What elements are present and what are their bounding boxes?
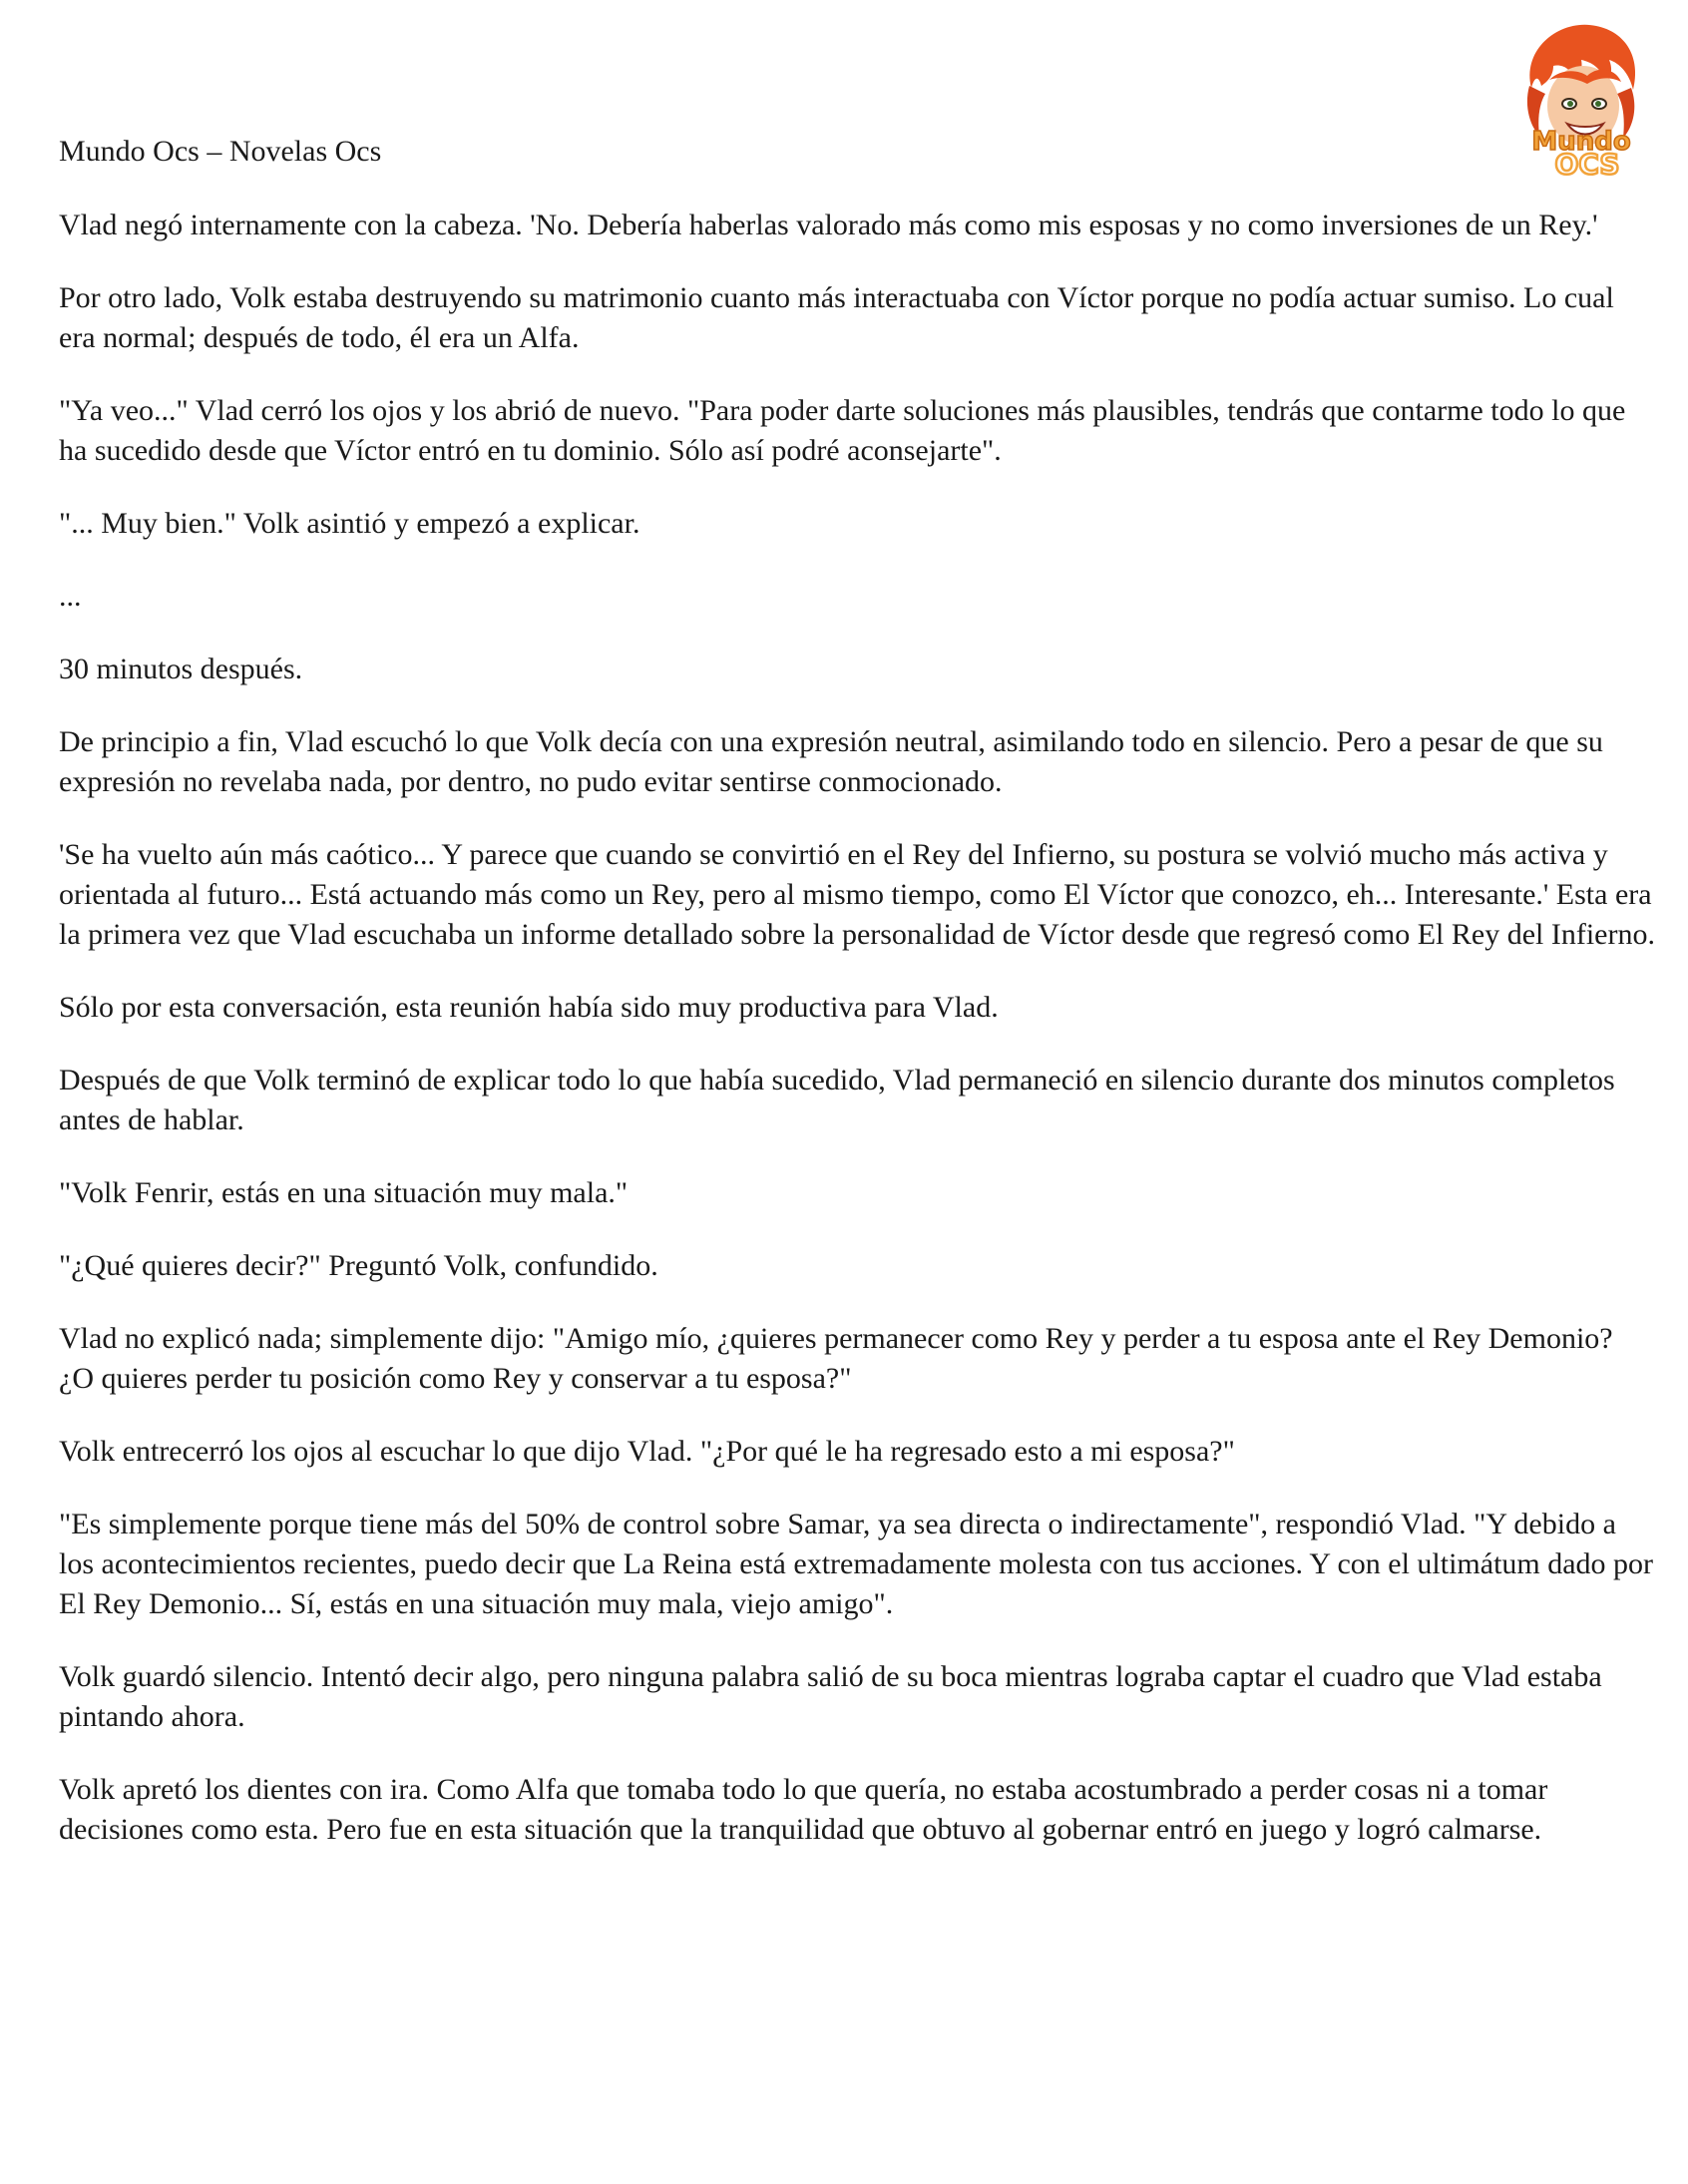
paragraph: Volk entrecerró los ojos al escuchar lo que dijo Vlad. "¿Por qué le ha regresado esto a mi esposa?" <box>59 1435 1235 1468</box>
svg-text:Mundo: Mundo <box>1531 127 1631 157</box>
document-body <box>59 206 1655 1883</box>
paragraph: Vlad negó internamente con la cabeza. 'No. Debería haberlas valorado más como mis esposas y no como inversiones de un Rey.' <box>59 209 1598 241</box>
paragraph: Por otro lado, Volk estaba destruyendo su matrimonio cuanto más interactuaba con Víctor porque no podía actuar sumiso. Lo cual era normal; después de todo, él era un Alfa. <box>59 281 1614 354</box>
paragraph: ... <box>59 580 82 613</box>
paragraph: Sólo por esta conversación, esta reunión había sido muy productiva para Vlad. <box>59 991 999 1024</box>
paragraph: "Volk Fenrir, estás en una situación muy mala." <box>59 1176 629 1209</box>
mascot-logo-icon <box>1501 18 1661 178</box>
svg-text:OCS: OCS <box>1554 148 1620 178</box>
paragraph: Vlad no explicó nada; simplemente dijo: "Amigo mío, ¿quieres permanecer como Rey y perder a tu esposa ante el Rey Demonio? ¿O quieres perder tu posición como Rey y conservar a tu esposa?" <box>59 1322 1613 1395</box>
paragraph: Volk apretó los dientes con ira. Como Alfa que tomaba todo lo que quería, no estaba acostumbrado a perder cosas ni a tomar decisiones como esta. Pero fue en esta situación que la tranquilidad que obtuvo al gobernar entró en juego y logró calmarse. <box>59 1773 1548 1846</box>
paragraph: "Es simplemente porque tiene más del 50% de control sobre Samar, ya sea directa o indirectamente", respondió Vlad. "Y debido a los acontecimientos recientes, puedo decir que La Reina está extremadamente molesta con tus acciones. Y con el ultimátum dado por El Rey Demonio... Sí, estás en una situación muy mala, viejo amigo". <box>59 1508 1654 1620</box>
paragraph: Después de que Volk terminó de explicar todo lo que había sucedido, Vlad permaneció en silencio durante dos minutos completos antes de hablar. <box>59 1064 1615 1136</box>
paragraph: 'Se ha vuelto aún más caótico... Y parece que cuando se convirtió en el Rey del Infierno, su postura se volvió mucho más activa y orientada al futuro... Está actuando más como un Rey, pero al mismo tiempo, como El Víctor que conozco, eh... Interesante.' Esta era la primera vez que Vlad escuchaba un informe detallado sobre la personalidad de Víctor desde que regresó como El Rey del Infierno. <box>59 838 1655 951</box>
paragraph: "¿Qué quieres decir?" Preguntó Volk, confundido. <box>59 1249 658 1282</box>
paragraph: "Ya veo..." Vlad cerró los ojos y los abrió de nuevo. "Para poder darte soluciones más plausibles, tendrás que contarme todo lo que ha sucedido desde que Víctor entró en tu dominio. Sólo así podré aconsejarte". <box>59 394 1626 467</box>
paragraph: 30 minutos después. <box>59 653 303 685</box>
paragraph: "... Muy bien." Volk asintió y empezó a explicar. <box>59 507 640 540</box>
paragraph: Volk guardó silencio. Intentó decir algo, pero ninguna palabra salió de su boca mientras lograba captar el cuadro que Vlad estaba pintando ahora. <box>59 1660 1602 1733</box>
paragraph: De principio a fin, Vlad escuchó lo que Volk decía con una expresión neutral, asimilando todo en silencio. Pero a pesar de que su expresión no revelaba nada, por dentro, no pudo evitar sentirse conmocionado. <box>59 725 1603 798</box>
page-header: Mundo Ocs – Novelas Ocs <box>59 135 382 168</box>
